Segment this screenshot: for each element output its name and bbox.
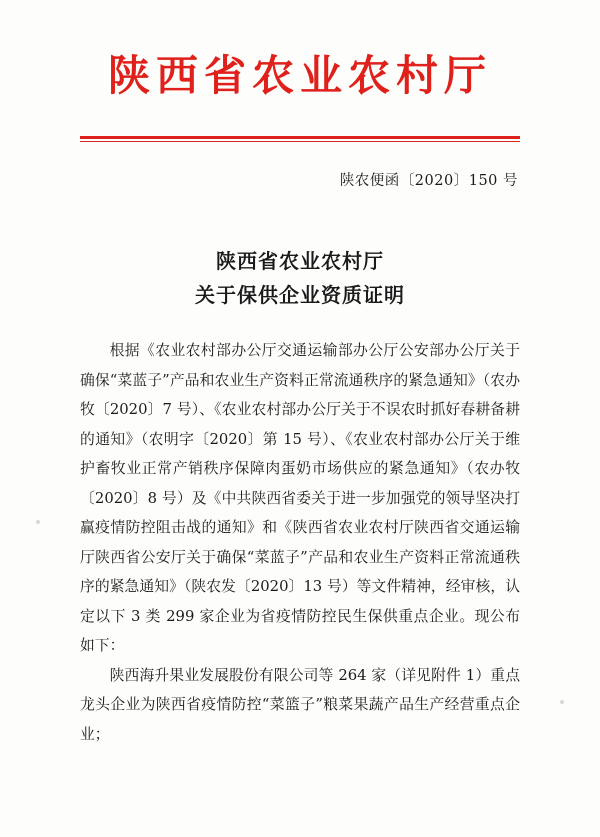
- body-paragraph-1: 根据《农业农村部办公厅交通运输部办公厅公安部办公厅关于确保“菜蓝子”产品和农业生产资料正常流通秩序的紧急通知》（农办牧〔2020〕7 号）、《农业农村部办公厅关于不误农时抓好春耕备耕的通知》（农明字〔2020〕第 15 号）、《农业农村部办公厅关于维护畜牧业正常产销秩序保障肉蛋奶市场供应的紧急通知》（农办牧〔2020〕8 号）及《中共陕西省委关于进一步加强党的领导坚决打赢疫情防控阻击战的通知》和《陕西省农业农村厅陕西省交通运输厅陕西省公安厅关于确保“菜蓝子”产品和农业生产资料正常流通秩序的紧急通知》（陕农发〔2020〕13 号）等文件精神，经审核，认定以下 3 类 299 家企业为省疫情防控民生保供重点企业。现公布如下：: [80, 342, 520, 654]
- document-title: [0, 244, 600, 312]
- letterhead-red-rule-thick: [80, 136, 520, 139]
- org-title: 陕西省农业农村厅: [107, 51, 492, 100]
- document-title-line-2: 关于保供企业资质证明: [195, 283, 405, 307]
- letterhead: [0, 48, 600, 104]
- letterhead-red-rule-thin: [80, 141, 520, 142]
- document-number: 陕农便函〔2020〕150 号: [339, 173, 518, 189]
- document-title-line-1: 陕西省农业农村厅: [216, 249, 384, 273]
- document-body: [80, 336, 520, 749]
- scan-speck: [560, 700, 564, 704]
- body-paragraph-2: 陕西海升果业发展股份有限公司等 264 家（详见附件 1）重点龙头企业为陕西省疫情防控“菜篮子”粮菜果蔬产品生产经营重点企业；: [80, 666, 520, 743]
- scan-speck: [36, 520, 40, 524]
